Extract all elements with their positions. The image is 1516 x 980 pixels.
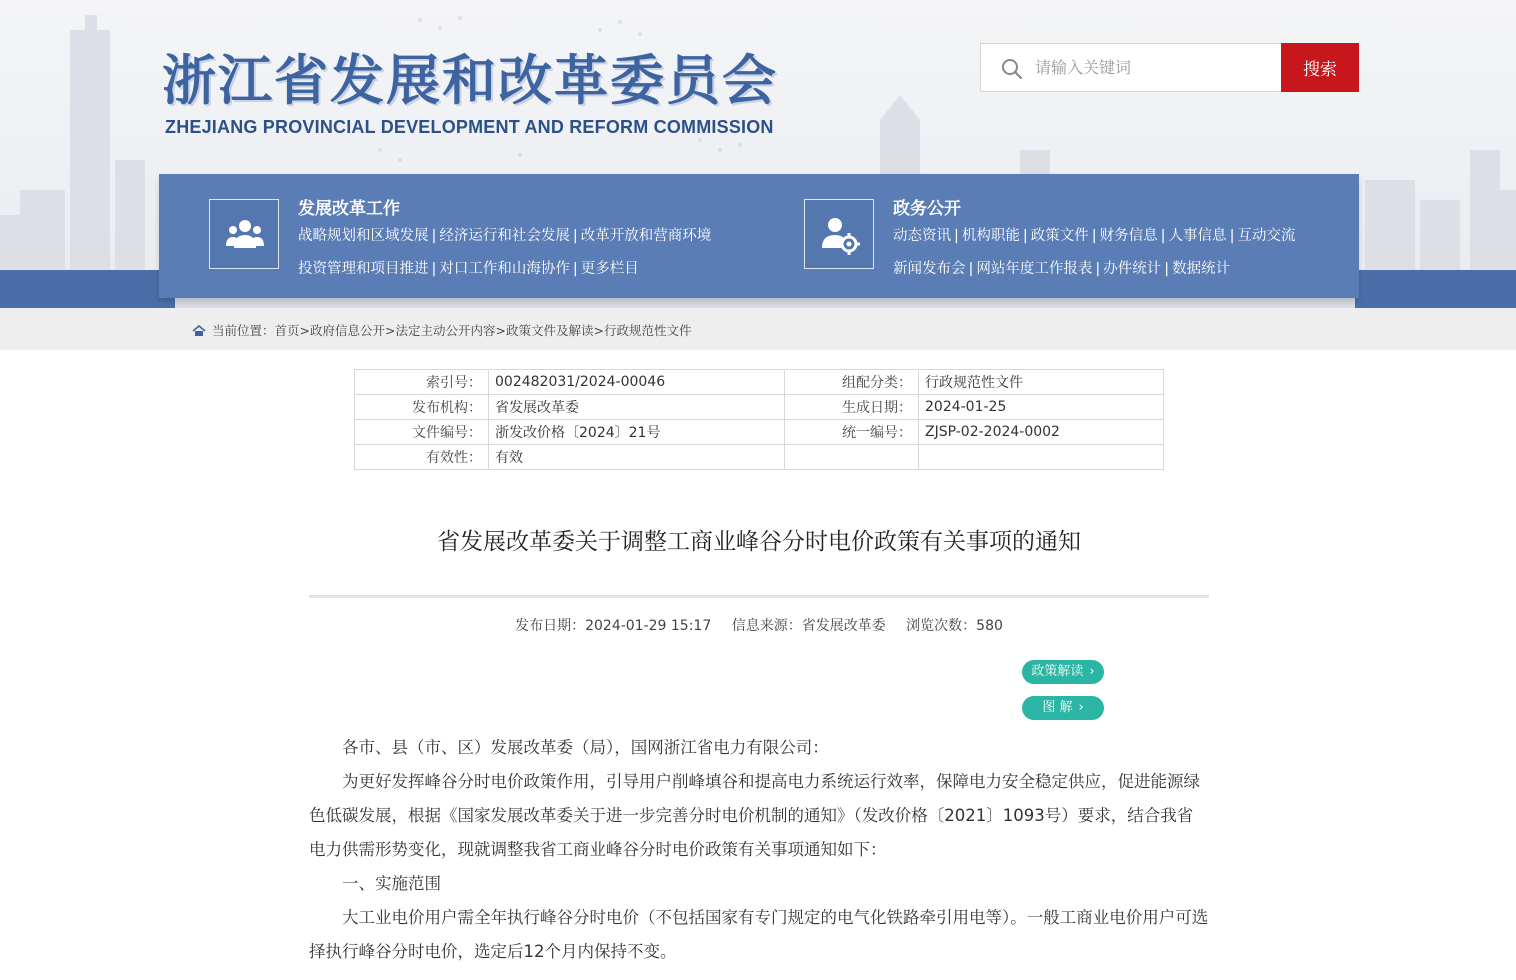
- breadcrumb-statutory[interactable]: 法定主动公开内容: [395, 323, 496, 338]
- meta-key: 有效性：: [355, 445, 489, 470]
- nav-separator: |: [968, 261, 974, 277]
- breadcrumb-separator: >: [385, 323, 396, 338]
- breadcrumb-bar: [0, 308, 1516, 350]
- nav-separator: |: [1229, 228, 1235, 244]
- nav-separator: |: [1095, 261, 1101, 277]
- nav-separator: |: [1022, 228, 1028, 244]
- nav-link-economic-operation[interactable]: 经济运行和社会发展: [439, 228, 570, 244]
- site-logo-subtitle: ZHEJIANG PROVINCIAL DEVELOPMENT AND REFORM COMMISSION: [165, 117, 774, 137]
- meta-value: 行政规范性文件: [919, 370, 1164, 395]
- title-divider: [309, 595, 1209, 598]
- search-button[interactable]: 搜索: [1281, 43, 1359, 92]
- site-header: [0, 0, 1516, 308]
- view-count: 浏览次数：580: [906, 618, 1003, 634]
- breadcrumb-separator: >: [495, 323, 507, 338]
- nav-link-investment[interactable]: 投资管理和项目推进: [298, 261, 429, 277]
- nav-title-reform-work[interactable]: 发展改革工作: [298, 199, 400, 219]
- table-row: [355, 395, 1164, 420]
- document-meta-table: [354, 369, 1164, 470]
- graphic-interpretation-button[interactable]: [1022, 696, 1104, 720]
- nav-separator: |: [1164, 261, 1170, 277]
- publish-date: 发布日期：2024-01-29 15:17: [515, 618, 712, 634]
- nav-link-counterpart-work[interactable]: 对口工作和山海协作: [439, 261, 570, 277]
- site-logo-title[interactable]: 浙江省发展和改革委员会: [162, 48, 778, 112]
- nav-links-gov-row2: [893, 253, 1230, 286]
- table-row: [355, 370, 1164, 395]
- breadcrumb-normative-docs[interactable]: 行政规范性文件: [604, 323, 692, 338]
- nav-panel-shadow: [175, 298, 1355, 308]
- breadcrumb-gov-info[interactable]: 政府信息公开: [310, 323, 386, 338]
- nav-link-more-columns[interactable]: 更多栏目: [580, 261, 639, 277]
- info-source: 信息来源：省发展改革委: [731, 618, 886, 634]
- nav-separator: |: [572, 228, 578, 244]
- table-row: [355, 445, 1164, 470]
- meta-key: 文件编号：: [355, 420, 489, 445]
- nav-link-reform-opening[interactable]: 改革开放和营商环境: [580, 228, 712, 244]
- meta-value: ZJSP-02-2024-0002: [919, 420, 1164, 445]
- meta-key: 统一编号：: [785, 420, 919, 445]
- meta-key: 组配分类：: [785, 370, 919, 395]
- document-title: 省发展改革委关于调整工商业峰谷分时电价政策有关事项的通知: [437, 529, 1081, 555]
- main-nav-panel: [159, 174, 1359, 298]
- meta-value: [919, 445, 1164, 470]
- breadcrumb: [192, 321, 692, 339]
- nav-link-strategic-planning[interactable]: 战略规划和区域发展: [298, 228, 429, 244]
- meta-key: [785, 445, 919, 470]
- meta-key: 生成日期：: [785, 395, 919, 420]
- meta-key: 索引号：: [355, 370, 489, 395]
- nav-link-finance[interactable]: 财务信息: [1099, 228, 1158, 244]
- nav-link-personnel[interactable]: 人事信息: [1168, 228, 1227, 244]
- body-paragraph: 各市、县（市、区）发展改革委（局），国网浙江省电力有限公司：: [342, 738, 829, 757]
- nav-separator: |: [431, 261, 437, 277]
- body-paragraph: 大工业电价用户需全年执行峰谷分时电价（不包括国家有专门规定的电气化铁路牵引用电等）。一般工商业电价用户可选择执行峰谷分时电价，选定后12个月内保持不变。: [309, 908, 1209, 961]
- chevron-right-icon: ›: [1089, 664, 1095, 679]
- chevron-right-icon: ›: [1078, 700, 1084, 715]
- nav-separator: |: [572, 261, 578, 277]
- table-row: [355, 420, 1164, 445]
- meta-value: 有效: [489, 445, 785, 470]
- nav-separator: |: [431, 228, 437, 244]
- nav-links-reform-row1: [298, 220, 711, 253]
- meta-key: 发布机构：: [355, 395, 489, 420]
- user-gear-icon: [804, 199, 874, 269]
- body-paragraph: 一、实施范围: [342, 874, 441, 893]
- nav-links-gov-row1: [893, 220, 1295, 253]
- search-box: [980, 43, 1358, 92]
- breadcrumb-separator: >: [593, 323, 605, 338]
- nav-link-interaction[interactable]: 互动交流: [1237, 228, 1296, 244]
- graphic-interpretation-label: 图 解: [1042, 700, 1073, 715]
- meta-value: 浙发改价格〔2024〕21号: [489, 420, 785, 445]
- nav-title-gov-affairs[interactable]: 政务公开: [893, 199, 961, 219]
- meta-value: 002482031/2024-00046: [489, 370, 785, 395]
- nav-separator: |: [954, 228, 959, 244]
- nav-link-annual-report[interactable]: 网站年度工作报表: [976, 261, 1093, 277]
- policy-interpretation-label: 政策解读: [1031, 664, 1084, 679]
- nav-link-news[interactable]: 动态资讯: [893, 228, 951, 244]
- home-icon: [192, 325, 206, 337]
- publish-info: [309, 615, 1209, 635]
- nav-separator: |: [1091, 228, 1097, 244]
- nav-link-data-stats[interactable]: 数据统计: [1172, 261, 1231, 277]
- body-paragraph: 为更好发挥峰谷分时电价政策作用，引导用户削峰填谷和提高电力系统运行效率，保障电力安全稳定供应，促进能源绿色低碳发展，根据《国家发展改革委关于进一步完善分时电价机制的通知》（发改价格〔2021〕1093号）要求，结合我省电力供需形势变化，现就调整我省工商业峰谷分时电价政策有关事项通知如下：: [309, 772, 1200, 859]
- search-input[interactable]: [1035, 44, 1280, 91]
- nav-link-press-conference[interactable]: 新闻发布会: [893, 261, 966, 277]
- breadcrumb-prefix: 当前位置：: [212, 323, 275, 338]
- search-icon: [1001, 58, 1023, 80]
- nav-link-policy-docs[interactable]: 政策文件: [1030, 228, 1089, 244]
- breadcrumb-separator: >: [299, 323, 311, 338]
- nav-links-reform-row2: [298, 253, 639, 286]
- document-body: [309, 731, 1209, 969]
- nav-separator: |: [1160, 228, 1166, 244]
- breadcrumb-policy-docs[interactable]: 政策文件及解读: [506, 323, 594, 338]
- people-icon: [209, 199, 279, 269]
- breadcrumb-home[interactable]: 首页: [274, 323, 300, 338]
- meta-value: 省发展改革委: [489, 395, 785, 420]
- nav-link-case-stats[interactable]: 办件统计: [1103, 261, 1162, 277]
- policy-interpretation-button[interactable]: [1022, 660, 1104, 684]
- nav-link-institution[interactable]: 机构职能: [961, 228, 1020, 244]
- meta-value: 2024-01-25: [919, 395, 1164, 420]
